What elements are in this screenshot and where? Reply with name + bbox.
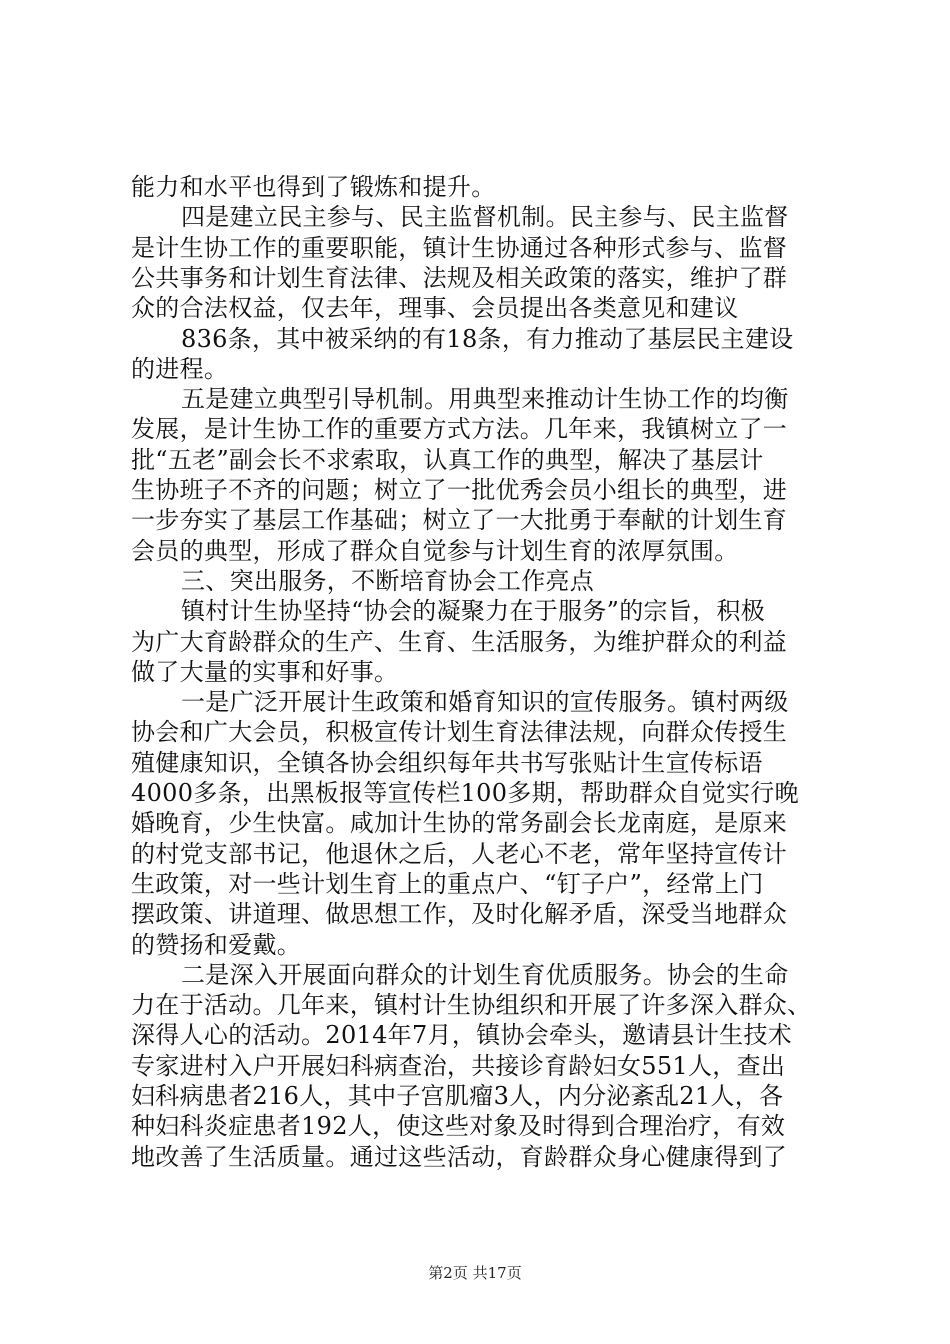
text-line: 4000多条，出黑板报等宣传栏100多期，帮助群众自觉实行晚	[131, 779, 799, 807]
text-line: 公共事务和计划生育法律、法规及相关政策的落实，维护了群	[131, 263, 788, 292]
text-line: 种妇科炎症患者192人，使这些对象及时得到合理治疗，有效	[131, 1112, 786, 1141]
text-line: 镇村计生协坚持“协会的凝聚力在于服务”的宗旨，积极	[181, 597, 766, 626]
text-line: 五是建立典型引导机制。用典型来推动计生协工作的均衡	[181, 385, 789, 414]
text-line: 生政策，对一些计划生育上的重点户、“钉子户”，经常上门	[131, 869, 764, 898]
text-line: 殖健康知识，全镇各协会组织每年共书写张贴计生宣传标语	[131, 748, 763, 777]
text-line: 一是广泛开展计生政策和婚育知识的宣传服务。镇村两级	[181, 688, 789, 717]
text-line: 能力和水平也得到了锻炼和提升。	[131, 173, 496, 201]
text-line: 二是深入开展面向群众的计划生育优质服务。协会的生命	[181, 960, 789, 989]
text-line: 的村党支部书记，他退休之后，人老心不老，常年坚持宣传计	[131, 839, 788, 868]
text-line: 的进程。	[131, 354, 229, 383]
text-line: 地改善了生活质量。通过这些活动，育龄群众身心健康得到了	[131, 1142, 788, 1171]
text-line: 发展，是计生协工作的重要方式方法。几年来，我镇树立了一	[131, 415, 788, 444]
text-line: 深得人心的活动。2014年7月，镇协会牵头，邀请县计生技术	[131, 1021, 793, 1050]
text-line: 力在于活动。几年来，镇村计生协组织和开展了许多深入群众、	[131, 991, 812, 1020]
text-line: 836条，其中被采纳的有18条，有力推动了基层民主建设	[181, 324, 794, 353]
text-line: 协会和广大会员，积极宣传计划生育法律法规，向群众传授生	[131, 718, 788, 747]
text-line: 做了大量的实事和好事。	[131, 657, 399, 686]
section-heading: 三、突出服务，不断培育协会工作亮点	[181, 566, 595, 595]
text-line: 一步夯实了基层工作基础；树立了一大批勇于奉献的计划生育	[131, 506, 788, 535]
text-line: 是计生协工作的重要职能，镇计生协通过各种形式参与、监督	[131, 233, 788, 262]
text-line: 会员的典型，形成了群众自觉参与计划生育的浓厚氛围。	[131, 536, 739, 565]
text-line: 的赞扬和爱戴。	[131, 930, 302, 959]
text-line: 为广大育龄群众的生产、生育、生活服务，为维护群众的利益	[131, 627, 788, 656]
page-number-footer: 第2页 共17页	[428, 1264, 522, 1282]
text-line: 生协班子不齐的问题；树立了一批优秀会员小组长的典型，进	[131, 476, 788, 504]
text-line: 摆政策、讲道理、做思想工作，及时化解矛盾，深受当地群众	[131, 900, 788, 929]
text-line: 批“五老”副会长不求索取，认真工作的典型，解决了基层计	[131, 445, 764, 474]
text-line: 专家进村入户开展妇科病查治，共接诊育龄妇女551人，查出	[131, 1051, 786, 1080]
text-line: 四是建立民主参与、民主监督机制。民主参与、民主监督	[181, 203, 789, 232]
text-line: 婚晚育，少生快富。咸加计生协的常务副会长龙南庭，是原来	[131, 809, 788, 838]
text-line: 妇科病患者216人，其中子宫肌瘤3人，内分泌紊乱21人，各	[131, 1082, 784, 1110]
text-line: 众的合法权益，仅去年，理事、会员提出各类意见和建议	[131, 294, 739, 323]
